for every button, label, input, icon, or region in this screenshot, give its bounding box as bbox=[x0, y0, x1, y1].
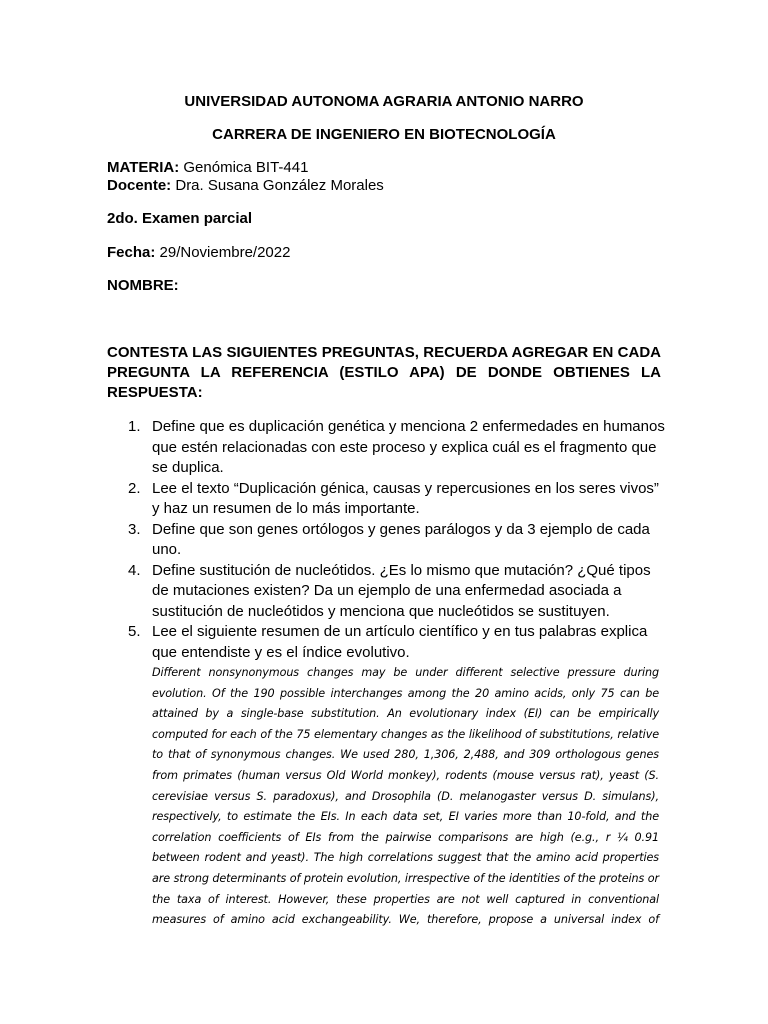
fecha-value: 29/Noviembre/2022 bbox=[159, 244, 291, 261]
fecha-label: Fecha: bbox=[107, 244, 156, 261]
university-title: UNIVERSIDAD AUTONOMA AGRARIA ANTONIO NARRO bbox=[184, 93, 584, 110]
question-item bbox=[107, 520, 667, 561]
career-title: CARRERA DE INGENIERO EN BIOTECNOLOGÍA bbox=[212, 126, 556, 143]
question-number: 1. bbox=[128, 418, 141, 435]
nombre-line bbox=[107, 277, 179, 294]
question-text: Define sustitución de nucleótidos. ¿Es lo mismo que mutación? ¿Qué tipos de mutaciones existen? Da un ejemplo de una enfermedad asociada a sustitución de nucleótidos y menciona que nucleótidos se sustituyen. bbox=[152, 561, 651, 620]
materia-label: MATERIA: bbox=[107, 159, 180, 176]
materia-line bbox=[107, 159, 308, 176]
materia-value: Genómica BIT-441 bbox=[183, 159, 309, 176]
docente-label: Docente: bbox=[107, 177, 172, 194]
question-number: 2. bbox=[128, 479, 141, 497]
question-number: 4. bbox=[128, 561, 141, 579]
nombre-label: NOMBRE: bbox=[107, 277, 179, 294]
fecha-line bbox=[107, 244, 290, 261]
question-text: Lee el texto “Duplicación génica, causas y repercusiones en los seres vivos” y haz un resumen de lo más importante. bbox=[152, 479, 659, 517]
question-text: Define que es duplicación genética y menciona 2 enfermedades en humanos que estén relacionadas con este proceso y explica cuál es el fragmento que se duplica. bbox=[152, 418, 665, 476]
question-item bbox=[107, 417, 667, 479]
question-number: 5. bbox=[128, 623, 141, 640]
question-text: Define que son genes ortólogos y genes parálogos y da 3 ejemplo de cada uno. bbox=[152, 520, 650, 558]
question-text: Lee el siguiente resumen de un artículo científico y en tus palabras explica que entendiste y es el índice evolutivo. bbox=[152, 623, 648, 661]
exam-title: 2do. Examen parcial bbox=[107, 210, 253, 227]
exam-line bbox=[107, 210, 252, 227]
docente-value: Dra. Susana González Morales bbox=[175, 177, 384, 194]
question-item bbox=[107, 479, 667, 520]
question-number: 3. bbox=[128, 520, 141, 538]
question-list bbox=[107, 417, 667, 663]
instructions: CONTESTA LAS SIGUIENTES PREGUNTAS, RECUERDA AGREGAR EN CADA PREGUNTA LA REFERENCIA (ESTILO APA) DE DONDE OBTIENES LA RESPUESTA: bbox=[107, 344, 661, 401]
question-item bbox=[107, 561, 667, 623]
question-item bbox=[107, 622, 667, 663]
docente-line bbox=[107, 177, 384, 194]
article-abstract: Different nonsynonymous changes may be under different selective pressure during evolution. Of the 190 possible interchanges among the 20 amino acids, only 75 can be attained by a single-base substitution. An evolutionary index (EI) can be empirically computed for each of the 75 elementary changes as the likelihood of substitutions, relative to that of synonymous changes. We used 280, 1,306, 2,488, and 309 orthologous genes from primates (human versus Old World monkey), rodents (mouse versus rat), yeast (S. cerevisiae versus S. paradoxus), and Drosophila (D. melanogaster versus D. simulans), respectively, to estimate the EIs. In each data set, EI varies more than 10-fold, and the correlation coefficients of EIs from the pairwise comparisons are high (e.g., r ¼ 0.91 between rodent and yeast). The high correlations suggest that the amino acid properties are strong determinants of protein evolution, irrespective of the identities of the proteins or the taxa of interest. However, these properties are not well captured in conventional measures of amino acid exchangeability. We, therefore, propose a universal index of bbox=[152, 666, 659, 927]
